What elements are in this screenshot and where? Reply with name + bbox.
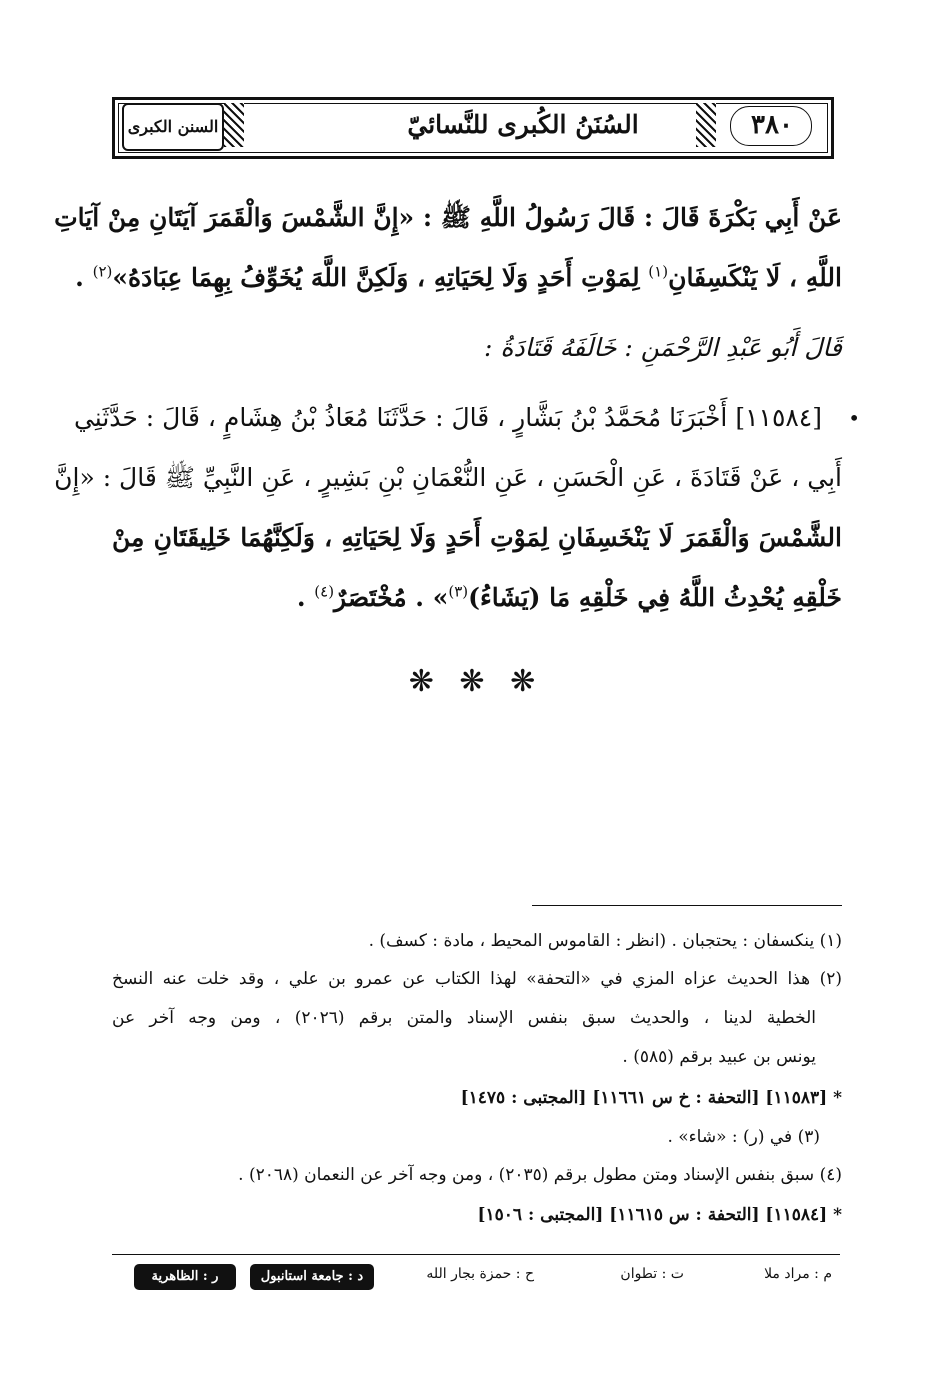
page-number: ٣٨٠ [751,110,793,140]
page-header [112,97,834,159]
text-segment: . [296,583,315,612]
footnote: (٣) في (ر) : «شاء» . [667,1127,820,1147]
manuscript-badge: ر : الظاهرية [134,1264,236,1290]
text-line [112,510,842,566]
footnote: (٢) هذا الحديث عزاه المزي في «التحفة» لهذا الكتاب عن عمرو بن علي ، وقد خلت عنه النسخ [112,969,842,989]
footnote: (١) ينكسفان : يحتجبان . (انظر : القاموس المحيط ، مادة : كسف) . [368,931,842,951]
reference-line: * [١١٥٨٤] [التحفة : س ١١٦١٥] [المجتبى : ١٥٠٦] [477,1205,842,1225]
text-line [54,190,842,246]
running-title: السُنَنُ الكُبرى للنَّسائيّ [407,110,639,139]
text-line [54,450,842,506]
footnote-rule [532,905,842,906]
footnote: الخطية لدينا ، والحديث سبق بنفس الإسناد والمتن برقم (٢٠٢٦) ، ومن وجه آخر عن [112,1008,816,1028]
manuscript-siglum: م : مراد ملا [764,1266,832,1282]
manuscript-siglum: ح : حمزة بجار الله [426,1266,534,1282]
text-segment: لِمَوْتِ أَحَدٍ وَلَا لِحَيَاتِهِ ، وَلَكِنَّ اللَّهَ يُخَوِّفُ بِهِمَا عِبَادَهُ» [112,263,649,292]
header-ornament-left [224,103,244,147]
text-line [112,320,842,376]
book-emblem [122,103,224,151]
text-segment: أَبِي ، عَنْ قَتَادَةَ ، عَنِ الْحَسَنِ ، عَنِ النُّعْمَانِ بْنِ بَشِيرٍ ، عَنِ النَّبِيِّ ﷺ قَالَ : «إِنَّ [54,463,842,492]
manuscript-siglum: ت : تطوان [620,1266,684,1282]
footnote-ref: (٤) [314,582,335,601]
footnote: يونس بن عبيد برقم (٥٨٥) . [622,1047,816,1067]
text-segment: الشَّمْسَ وَالْقَمَرَ لَا يَنْخَسِفَانِ لِمَوْتِ أَحَدٍ وَلَا لِحَيَاتِهِ ، وَلَكِنَّهُمَا خَلِيقَتَانِ مِنْ [112,523,842,552]
text-segment: اللَّهِ ، لَا يَنْكَسِفَانِ [668,263,842,292]
text-segment: قَالَ أَبُو عَبْدِ الرَّحْمَنِ : خَالَفَهُ قَتَادَةُ : [484,333,842,362]
text-segment: [١١٥٨٤] أَخْبَرَنَا مُحَمَّدُ بْنُ بَشَّارٍ ، قَالَ : حَدَّثَنَا مُعَاذُ بْنُ هِشَامٍ ، قَالَ : حَدَّثَنِي [73,403,822,432]
book-emblem-text: السنن الكبرى [127,117,219,136]
footnote-ref: (٢) [92,262,113,281]
text-segment: خَلْقِهِ يُحْدِثُ اللَّهُ فِي خَلْقِهِ مَا (يَشَاءُ) [468,583,842,612]
text-segment: » . مُخْتَصَرٌ [334,583,449,612]
text-line [75,250,842,306]
text-segment: عَنْ أَبِي بَكْرَةَ قَالَ : قَالَ رَسُولُ اللَّهِ ﷺ : «إِنَّ الشَّمْسَ وَالْقَمَرَ آيَتَانِ مِنْ آيَاتِ [54,203,842,232]
text-line [73,390,822,446]
reference-line: * [١١٥٨٣] [التحفة : خ س ١١٦٦١] [المجتبى : ١٤٧٥] [460,1088,842,1108]
footnote-ref: (١) [648,262,669,281]
footnote: (٤) سبق بنفس الإسناد ومتن مطول برقم (٢٠٣٥) ، ومن وجه آخر عن النعمان (٢٠٦٨) . [238,1165,842,1185]
footnote-ref: (٣) [448,582,469,601]
section-separator: ❋ ❋ ❋ [408,664,544,699]
manuscript-badge: د : جامعة استانبول [250,1264,374,1290]
text-line [112,570,842,626]
text-segment: . [75,263,93,292]
footer-rule [112,1254,840,1255]
hadith-bullet: • [848,406,860,430]
